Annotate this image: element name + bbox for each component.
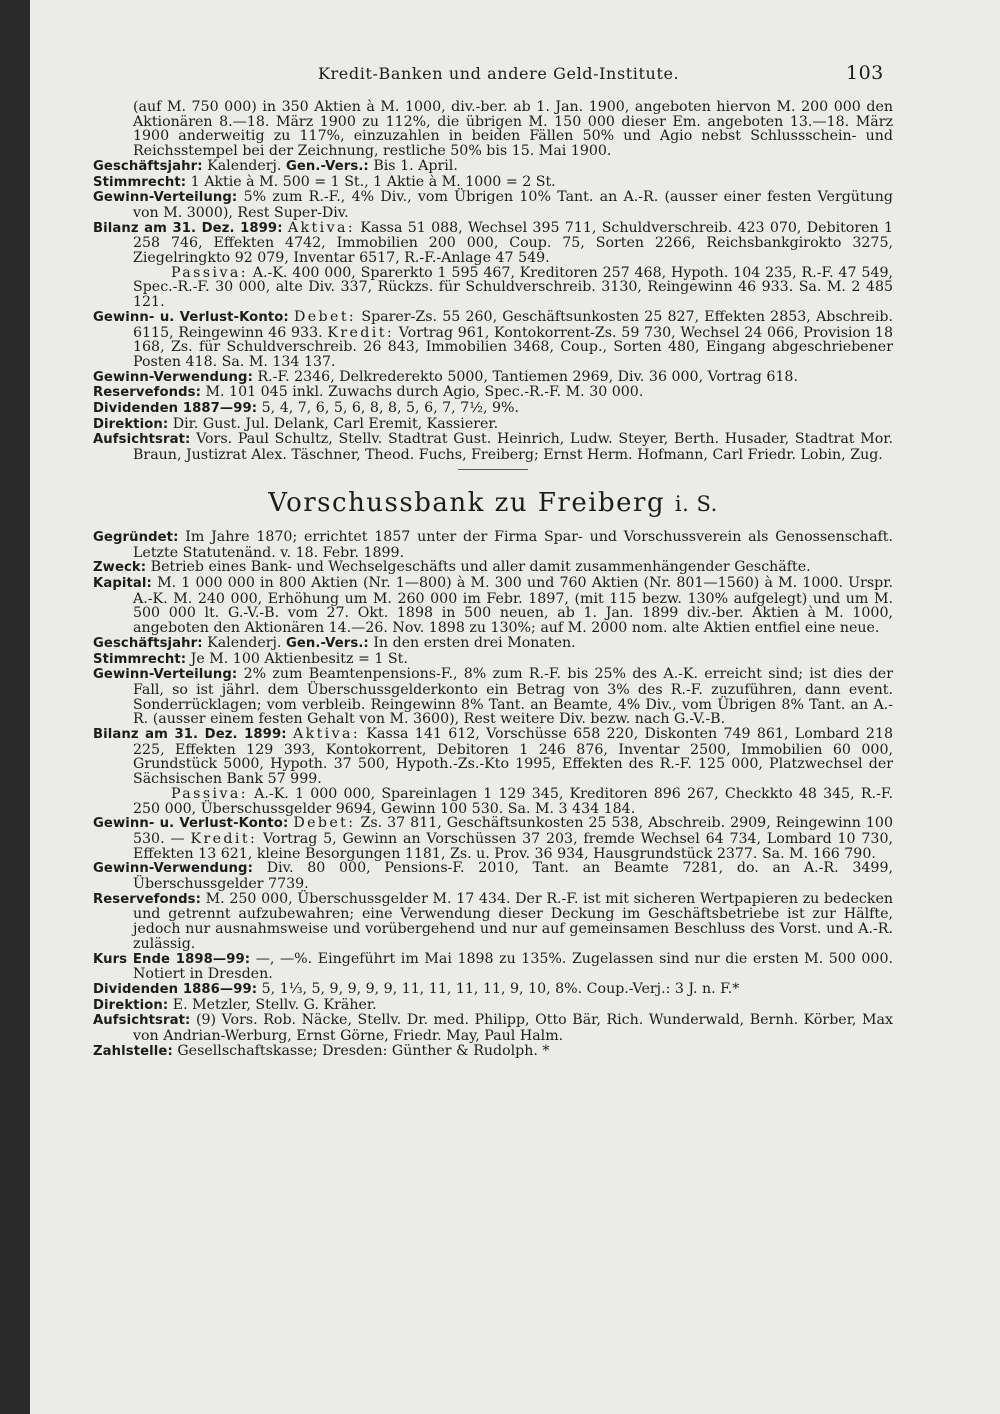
firm-reservefonds: Reservefonds: M. 250 000, Überschussgelder M. 17 434. Der R.-F. ist mit sicheren Wertpapieren zu bedecken und getrennt aufzubewahren; eine Verwendung dieser Deckung im Geschäftsbetriebe ist zur Hälfte, jedoch nur ausnahmsweise und vorübergehend und nur auf gemeinsamen Beschluss des Vorst. und A.-R. zulässig. (93, 890, 893, 952)
page-header (0, 60, 1000, 90)
firm-geschaeftsjahr: Geschäftsjahr: Kalenderj. Gen.-Vers.: In den ersten drei Monaten. (93, 634, 576, 651)
prev-reservefonds: Reservefonds: M. 101 045 inkl. Zuwachs durch Agio, Spec.-R.-F. M. 30 000. (93, 384, 644, 401)
prev-gewinnverteilung: Gewinn-Verteilung: 5% zum R.-F., 4% Div., vom Übrigen 10% Tant. an A.-R. (ausser einer festen Vergütung von M. 3000), Rest Super-Div. (93, 189, 893, 221)
section-divider (458, 469, 528, 470)
firm-bilanz-passiva: Passiva: A.-K. 1 000 000, Spareinlagen 1 129 345, Kreditoren 896 267, Checkkto 48 345, R.-F. 250 000, Überschussgelder 9694, Gewinn 100 530. Sa. M. 3 434 184. (133, 785, 894, 817)
prev-direktion: Direktion: Dir. Gust. Jul. Delank, Carl Eremit, Kassierer. (93, 415, 499, 432)
prev-dividenden: Dividenden 1887—99: 5, 4, 7, 6, 5, 6, 8, 8, 5, 6, 7, 7½, 9%. (93, 400, 519, 417)
firm-aufsichtsrat: Aufsichtsrat: (9) Vors. Rob. Näcke, Stellv. Dr. med. Philipp, Otto Bär, Rich. Wunderwald, Bernh. Körber, Max von Andrian-Werburg, Ernst Görne, Friedr. May, Paul Halm. (93, 1012, 893, 1045)
firm-guv: Gewinn- u. Verlust-Konto: Debet: Zs. 37 811, Geschäftsunkosten 25 538, Abschreib. 2909, Reingewinn 100 530. — Kredit: Vortrag 5, Gewinn an Vorschüssen 37 203, fremde Wechsel 64 734, Lombard 10 730, Effekten 13 621, kleine Besorgungen 1181, Zs. u. Prov. 36 934, Hausgrundstück 2377. Sa. M. 166 790. (93, 815, 893, 862)
binding-edge (0, 0, 30, 1414)
firm-heading: Vorschussbank zu Freiberg i. S. (268, 487, 718, 518)
prev-geschaeftsjahr: Geschäftsjahr: Kalenderj. Gen.-Vers.: Bis 1. April. (93, 157, 458, 174)
firm-direktion: Direktion: E. Metzler, Stellv. G. Kräher. (93, 996, 377, 1013)
running-title: Kredit-Banken und andere Geld-Institute. (318, 64, 680, 83)
firm-gewinnverteilung: Gewinn-Verteilung: 2% zum Beamtenpensions-F., 8% zum R.-F. bis 25% des A.-K. erreicht sind; ist dies der Fall, so ist jährl. dem Überschussgelderkonto ein Betrag von 3% des R.-F. zuzuführen, dann event. Sonderrücklagen; vom verbleib. Reingewinn 8% Tant. an Beamte, 4% Div., vom Übrigen 8% Tant. an A.-R. (ausser einem festen Gehalt von M. 3600), Rest weitere Div. bezw. nach G.-V.-B. (93, 666, 893, 728)
prev-aufsichtsrat: Aufsichtsrat: Vors. Paul Schultz, Stellv. Stadtrat Gust. Heinrich, Ludw. Steyer, Berth. Husader, Stadtrat Mor. Braun, Justizrat Alex. Täschner, Theod. Fuchs, Freiberg; Ernst Herm. Hofmann, Carl Friedr. Lobin, Zug. (93, 431, 894, 464)
firm-zahlstelle: Zahlstelle: Gesellschaftskasse; Dresden: Günther & Rudolph. * (93, 1042, 550, 1059)
prev-bilanz-passiva: Passiva: A.-K. 400 000, Sparerkto 1 595 467, Kreditoren 257 468, Hypoth. 104 235, R.-F. 47 549, Spec.-R.-F. 30 000, alte Div. 337, Rückzs. für Schuldverschreib. 3130, Reingewinn 46 933. Sa. M. 2 485 121. (133, 264, 894, 311)
prev-guv: Gewinn- u. Verlust-Konto: Debet: Sparer-Zs. 55 260, Geschäftsunkosten 25 827, Effekten 2853, Abschreib. 6115, Reingewinn 46 933. Kredit: Vortrag 961, Kontokorrent-Zs. 59 730, Wechsel 24 066, Provision 18 168, Zs. für Schuldverschreib. 26 843, Immobilien 3468, Coup., Sorten 480, Eingang abgeschriebener Posten 418. Sa. M. 134 137. (93, 308, 893, 370)
firm-stimmrecht: Stimmrecht: Je M. 100 Aktienbesitz = 1 St. (93, 650, 408, 667)
firm-zweck: Zweck: Betrieb eines Bank- und Wechselgeschäfts und aller damit zusammenhängender Geschäfte. (93, 559, 811, 576)
prev-stimmrecht: Stimmrecht: 1 Aktie à M. 500 = 1 St., 1 Aktie à M. 1000 = 2 St. (93, 173, 556, 190)
firm-gegruendet: Gegründet: Im Jahre 1870; errichtet 1857 unter der Firma Spar- und Vorschussverein als Genossenschaft. Letzte Statutenänd. v. 18. Febr. 1899. (93, 528, 893, 561)
firm-kurs: Kurs Ende 1898—99: —, —%. Eingeführt im Mai 1898 zu 135%. Zugelassen sind nur die ersten M. 500 000. Notiert in Dresden. (93, 950, 893, 983)
page-number: 103 (846, 62, 884, 84)
firm-kapital: Kapital: M. 1 000 000 in 800 Aktien (Nr. 1—800) à M. 300 und 760 Aktien (Nr. 801—1560) à M. 1000. Urspr. A.-K. M. 240 000, Erhöhung um M. 260 000 im Febr. 1897, (mit 115 bezw. 130% aufgelegt) und um M. 500 000 lt. G.-V.-B. vom 27. Okt. 1898 in 500 neuen, ab 1. Jan. 1899 div.-ber. Aktien à M. 1000, angeboten den Aktionären 14.—26. Nov. 1898 zu 130%; auf M. 2000 nom. alte Aktien entfiel eine neue. (93, 574, 893, 637)
firm-bilanz: Bilanz am 31. Dez. 1899: Aktiva: Kassa 141 612, Vorschüsse 658 220, Diskonten 749 861, Lombard 218 225, Effekten 129 393, Kontokorrent, Debitoren 1 246 876, Inventar 2500, Immobilien 60 000, Grundstück 5000, Hypoth. 37 500, Hypoth.-Zs.-Kto 1995, Effekten des R.-F. 125 000, Platzwechsel der Sächsischen Bank 57 999. (93, 726, 894, 788)
prev-bilanz: Bilanz am 31. Dez. 1899: Aktiva: Kassa 51 088, Wechsel 395 711, Schuldverschreib. 423 070, Debitoren 1 258 746, Effekten 4742, Immobilien 200 000, Coup. 75, Sorten 2266, Reichsbankgirokto 3275, Ziegelringkto 92 079, Inventar 6517, R.-F.-Anlage 47 549. (93, 219, 893, 267)
prev-intro: (auf M. 750 000) in 350 Aktien à M. 1000, div.-ber. ab 1. Jan. 1900, angeboten hiervon M. 200 000 den Aktionären 8.—18. März 1900 zu 112%, die übrigen M. 150 000 dieser Em. angeboten 13.—18. März 1900 anderweitig zu 117%, einzuzahlen in beiden Fällen 50% und Agio nebst Schlussschein- und Reichsstempel bei der Zeichnung, restliche 50% bis 15. Mai 1900. (133, 99, 894, 160)
prev-gewinnverwendung: Gewinn-Verwendung: R.-F. 2346, Delkrederekto 5000, Tantiemen 2969, Div. 36 000, Vortrag 618. (93, 368, 798, 385)
firm-dividenden: Dividenden 1886—99: 5, 1⅓, 5, 9, 9, 9, 9, 11, 11, 11, 11, 9, 10, 8%. Coup.-Verj.: 3 J. n. F.* (93, 980, 740, 997)
firm-gewinnverwendung: Gewinn-Verwendung: Div. 80 000, Pensions-F. 2010, Tant. an Beamte 7281, do. an A.-R. 3499, Überschussgelder 7739. (93, 860, 893, 893)
page-body (93, 100, 893, 1059)
